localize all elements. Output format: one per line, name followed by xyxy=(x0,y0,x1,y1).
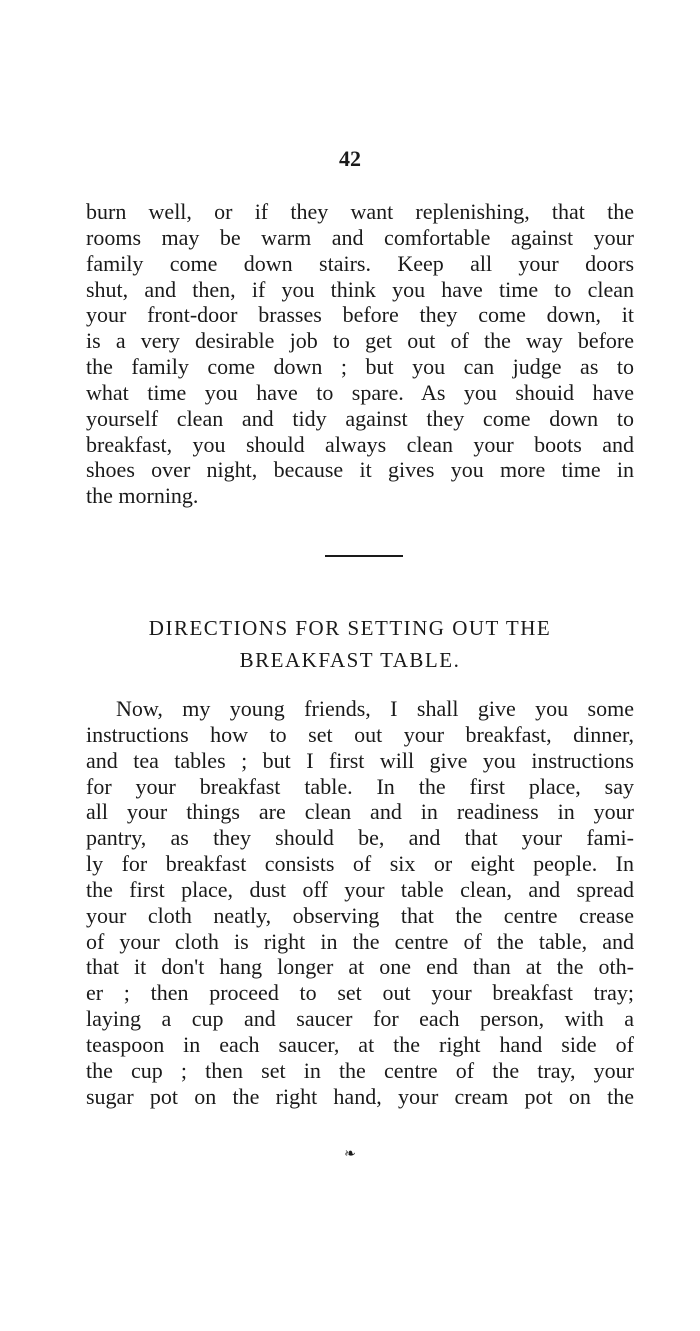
text-line: instructions how to set out your breakfast, dinner, xyxy=(86,721,634,747)
text-line: for your breakfast table. In the first place, say xyxy=(86,773,634,799)
text-line: the morning. xyxy=(86,483,199,509)
page-number: 42 xyxy=(339,146,361,171)
text-line: your front-door brasses before they come down, it xyxy=(86,302,634,328)
text-line: sugar pot on the right hand, your cream pot on the xyxy=(86,1083,634,1109)
text-line: breakfast, you should always clean your boots and xyxy=(86,431,634,457)
text-line: burn well, or if they want replenishing, that the xyxy=(86,199,634,224)
text-line: rooms may be warm and comfortable against your xyxy=(86,224,634,250)
text-line: of your cloth is right in the centre of the table, and xyxy=(86,928,634,954)
text-line: laying a cup and saucer for each person, with a xyxy=(86,1006,634,1032)
text-line: your cloth neatly, observing that the centre crease xyxy=(86,902,634,928)
text-line: what time you have to spare. As you shouid have xyxy=(86,379,634,405)
text-line: Now, my young friends, I shall give you some xyxy=(116,696,634,721)
text-line: is a very desirable job to get out of the way before xyxy=(86,328,634,354)
text-line: and tea tables ; but I first will give you instructions xyxy=(86,747,634,773)
paragraph-breakfast-table-instructions xyxy=(86,696,634,1110)
text-line: the family come down ; but you can judge as to xyxy=(86,354,634,380)
section-heading-line-1: DIRECTIONS FOR SETTING OUT THE xyxy=(148,616,552,640)
text-line: that it don't hang longer at one end than at the oth- xyxy=(86,954,634,980)
text-line: yourself clean and tidy against they come down to xyxy=(86,405,634,431)
text-line: the first place, dust off your table clean, and spread xyxy=(86,876,634,902)
text-line: shut, and then, if you think you have time to clean xyxy=(86,276,634,302)
section-divider-rule xyxy=(325,555,403,557)
text-line: er ; then proceed to set out your breakfast tray; xyxy=(86,980,634,1006)
text-line: family come down stairs. Keep all your doors xyxy=(86,250,634,276)
text-line: ly for breakfast consists of six or eight people. In xyxy=(86,851,634,877)
printer-ornament-mark: ❧ xyxy=(344,1147,356,1162)
section-heading-line-2: BREAKFAST TABLE. xyxy=(239,648,461,672)
paragraph-breakfast-preparation xyxy=(86,199,634,509)
text-line: the cup ; then set in the centre of the tray, your xyxy=(86,1057,634,1083)
text-line: all your things are clean and in readiness in your xyxy=(86,799,634,825)
text-line: shoes over night, because it gives you more time in xyxy=(86,457,634,483)
text-line: teaspoon in each saucer, at the right hand side of xyxy=(86,1031,634,1057)
text-line: pantry, as they should be, and that your fami- xyxy=(86,825,634,851)
